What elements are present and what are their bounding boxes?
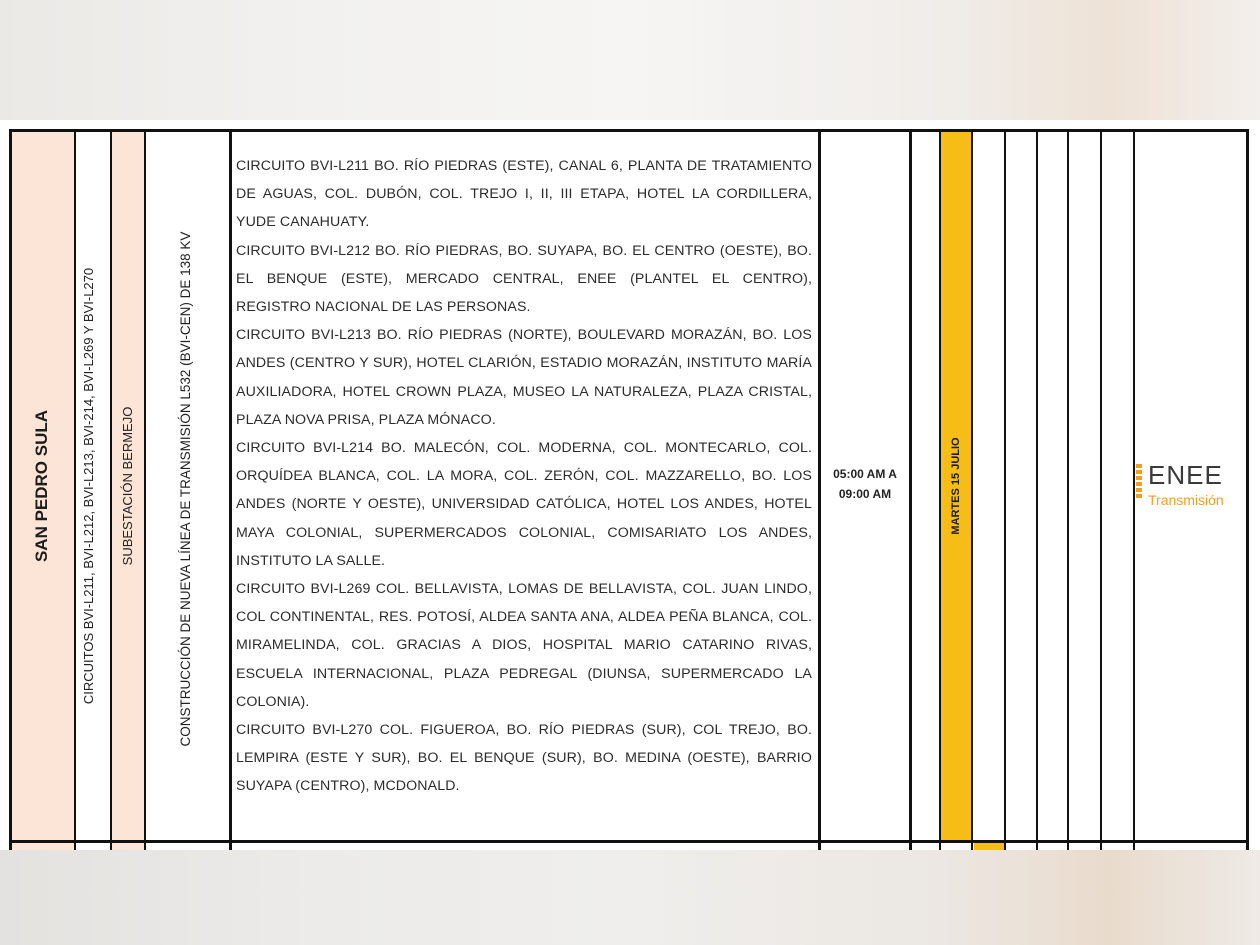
affected-areas-description — [236, 152, 812, 801]
col-border — [1036, 129, 1038, 850]
col-border — [144, 129, 146, 850]
circuits-label: CIRCUITOS BVI-L211, BVI-L212, BVI-L213, BVI-214, BVI-L269 Y BVI-L270 — [81, 267, 96, 705]
row-divider — [9, 840, 1249, 843]
col-border — [110, 129, 112, 850]
col-border — [818, 129, 821, 850]
photo-background-top — [0, 0, 1260, 120]
logo-bars-icon — [1136, 464, 1142, 504]
substation-label: SUBESTACIÓN BERMEJO — [120, 406, 135, 566]
outage-time — [822, 464, 908, 504]
logo-subtitle: Transmisión — [1148, 492, 1224, 508]
outage-time-end: 09:00 AM — [838, 487, 892, 501]
circuit-l270-text: CIRCUITO BVI-L270 COL. FIGUEROA, BO. RÍO PIEDRAS (SUR), COL TREJO, BO. LEMPIRA (ESTE Y SUR), BO. EL BENQUE (SUR), BO. MEDINA (OESTE), BARRIO SUYAPA (CENTRO), MCDONALD. — [236, 722, 812, 795]
photo-background-bottom — [0, 850, 1260, 945]
col-border — [74, 129, 76, 850]
logo-name: ENEE — [1148, 462, 1223, 490]
bottom-row-city-cell — [11, 843, 75, 850]
table-top-border — [9, 129, 1249, 132]
col-border — [229, 129, 232, 850]
outage-time-start: 05:00 AM A — [833, 467, 897, 481]
circuit-l212-text: CIRCUITO BVI-L212 BO. RÍO PIEDRAS, BO. SUYAPA, BO. EL CENTRO (OESTE), BO. EL BENQUE (ESTE), MERCADO CENTRAL, ENEE (PLANTEL EL CENTRO), REGISTRO NACIONAL DE LAS PERSONAS. — [236, 242, 812, 316]
bottom-row-substation-cell — [112, 843, 144, 850]
col-border — [1004, 129, 1006, 850]
work-description-label: CONSTRUCCIÓN DE NUEVA LÍNEA DE TRANSMISIÓN L532 (BVI-CEN) DE 138 KV — [178, 231, 193, 747]
circuit-l269-text: CIRCUITO BVI-L269 COL. BELLAVISTA, LOMAS DE BELLAVISTA, COL. JUAN LINDO, COL CONTINENTAL, RES. POTOSÍ, ALDEA SANTA ANA, ALDEA PEÑA BLANCA, COL. MIRAMELINDA, COL. GRACIAS A DIOS, HOSPITAL MARIO CATARINO RIVAS, ESCUELA INTERNACIONAL, PLAZA PEDREGAL (DIUNSA, SUPERMERCADO LA COLONIA). — [236, 581, 812, 710]
outage-day-label: MARTES 15 JULIO — [950, 437, 962, 535]
next-row-day-highlight — [974, 843, 1004, 850]
col-border — [1133, 129, 1135, 850]
col-border — [909, 129, 912, 850]
city-label: SAN PEDRO SULA — [32, 409, 51, 563]
circuit-l213-text: CIRCUITO BVI-L213 BO. RÍO PIEDRAS (NORTE), BOULEVARD MORAZÁN, BO. LOS ANDES (CENTRO Y SUR), HOTEL CLARIÓN, ESTADIO MORAZÁN, INSTITUTO MARÍA AUXILIADORA, HOTEL CROWN PLAZA, MUSEO LA NATURALEZA, PLAZA CRISTAL, PLAZA NOVA PRISA, PLAZA MÓNACO. — [236, 327, 812, 428]
col-border — [1067, 129, 1069, 850]
col-border — [971, 129, 973, 850]
col-border — [9, 129, 12, 850]
col-border — [1100, 129, 1102, 850]
col-border — [939, 129, 941, 850]
circuit-l211-text: CIRCUITO BVI-L211 BO. RÍO PIEDRAS (ESTE), CANAL 6, PLANTA DE TRATAMIENTO DE AGUAS, COL. DUBÓN, COL. TREJO I, II, III ETAPA, HOTEL LA CORDILLERA, YUDE CANAHUATY. — [236, 158, 812, 231]
circuit-l214-text: CIRCUITO BVI-L214 BO. MALECÓN, COL. MODERNA, COL. MONTECARLO, COL. ORQUÍDEA BLANCA, COL. LA MORA, COL. ZERÓN, COL. MAZZARELLO, BO. LOS ANDES (NORTE Y OESTE), UNIVERSIDAD CATÓLICA, HOTEL LOS ANDES, HOTEL MAYA COLONIAL, SUPERMERCADOS COLONIAL, COMISARIATO LOS ANDES, INSTITUTO LA SALLE. — [236, 440, 812, 569]
enee-transmision-logo — [1136, 462, 1260, 512]
